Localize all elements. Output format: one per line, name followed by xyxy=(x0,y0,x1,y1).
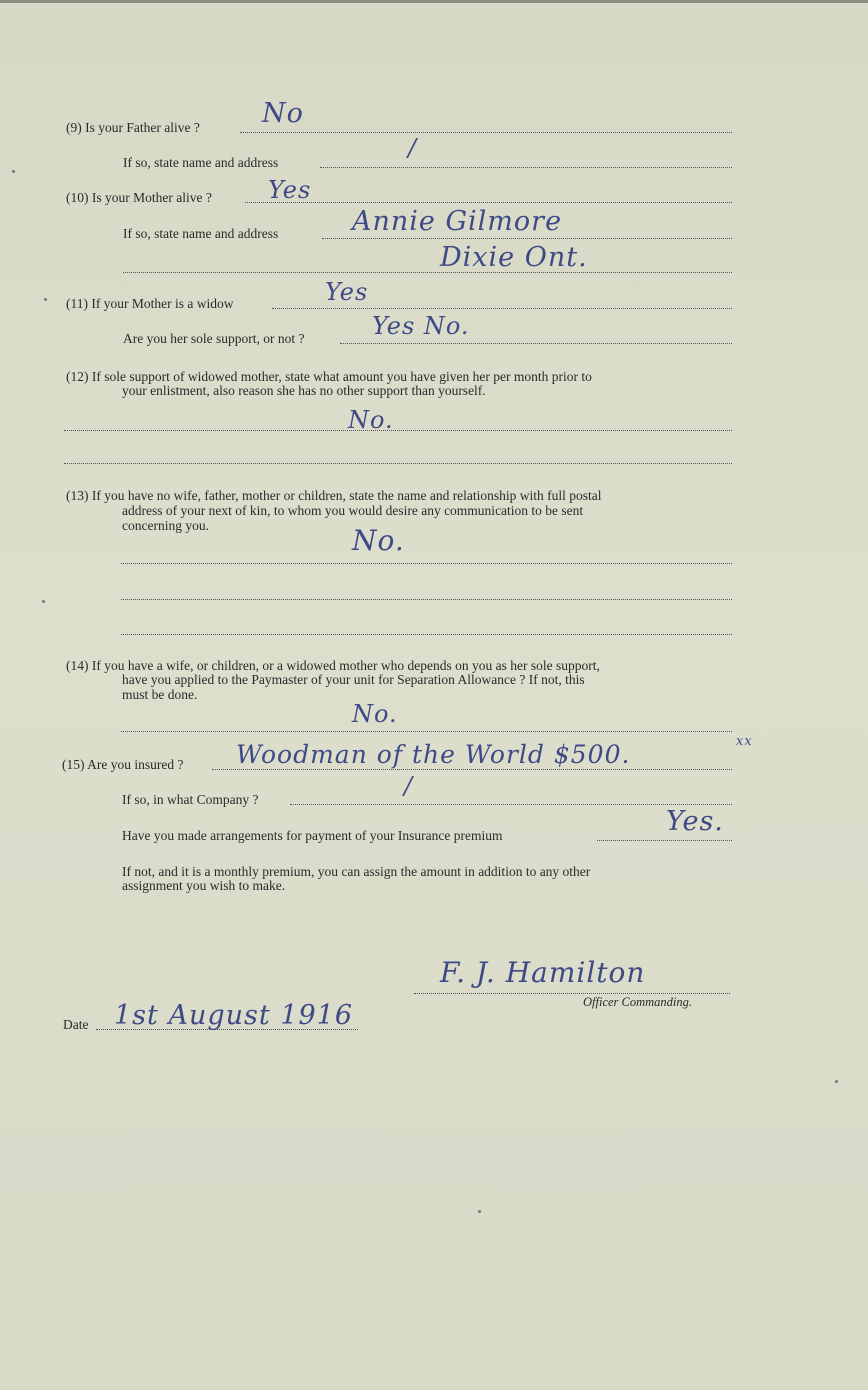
q13-answer-line-1 xyxy=(121,563,732,564)
q9-answer: No xyxy=(262,98,304,129)
date-value: 1st August 1916 xyxy=(114,1000,354,1031)
q10-address-handwritten-1: Annie Gilmore xyxy=(352,206,563,237)
q9-label: (9) Is your Father alive ? xyxy=(66,120,200,135)
q10-label: (10) Is your Mother alive ? xyxy=(66,190,212,205)
q14-line-1: (14) If you have a wife, or children, or a widowed mother who depends on you as her sole support, xyxy=(66,658,600,673)
q10-address-line-1 xyxy=(322,238,732,239)
q13-line-2: address of your next of kin, to whom you would desire any communication to be sent xyxy=(122,503,584,518)
q15-answer-mark: xx xyxy=(736,734,753,749)
q9-answer-line xyxy=(240,132,732,133)
q11-answer: Yes xyxy=(325,278,369,306)
q14-line-3: must be done. xyxy=(122,687,198,702)
q15-answer: Woodman of the World $500. xyxy=(236,740,631,769)
q14-answer: No. xyxy=(352,700,398,728)
q11-sub-answer-line xyxy=(340,343,732,344)
officer-title: Officer Commanding. xyxy=(583,995,693,1009)
q11-label: (11) If your Mother is a widow xyxy=(66,296,234,311)
q14-answer-line xyxy=(121,731,732,732)
q15-note-line-1: If not, and it is a monthly premium, you can assign the amount in addition to any other xyxy=(122,864,591,879)
q13-answer-line-3 xyxy=(121,634,732,635)
q13-text xyxy=(66,488,732,503)
q12-text xyxy=(66,369,732,384)
q15-note xyxy=(122,864,732,879)
q11-sub-label: Are you her sole support, or not ? xyxy=(123,331,305,346)
q13-line-3: concerning you. xyxy=(122,518,209,533)
q12-line-1: (12) If sole support of widowed mother, state what amount you have given her per month prior to xyxy=(66,369,592,384)
paper-speck xyxy=(12,170,15,173)
q14-text-cont xyxy=(122,672,732,687)
signature-line xyxy=(414,993,730,994)
q10-address-handwritten-2: Dixie Ont. xyxy=(440,242,588,273)
q10-answer: Yes xyxy=(268,176,312,204)
officer-signature: F. J. Hamilton xyxy=(440,956,646,989)
paper-speck xyxy=(835,1080,838,1083)
q11-answer-line xyxy=(272,308,732,309)
q9-sub-answer-line xyxy=(320,167,732,168)
q15-answer-line xyxy=(212,769,732,770)
q13-text-cont xyxy=(122,503,732,518)
q13-answer: No. xyxy=(352,524,405,557)
q13-line-1: (13) If you have no wife, father, mother or children, state the name and relationship with full postal xyxy=(66,488,602,503)
paper-speck xyxy=(44,298,47,301)
q15-premium-label: Have you made arrangements for payment of your Insurance premium xyxy=(122,828,503,843)
q15-company-label: If so, in what Company ? xyxy=(122,792,259,807)
q10-sub-label: If so, state name and address xyxy=(123,226,279,241)
q13-answer-line-2 xyxy=(121,599,732,600)
q15-premium-answer: Yes. xyxy=(666,806,724,837)
q12-line-2: your enlistment, also reason she has no other support than yourself. xyxy=(122,383,486,398)
paper-speck xyxy=(42,600,45,603)
q14-line-2: have you applied to the Paymaster of your unit for Separation Allowance ? If not, this xyxy=(122,672,585,687)
date-label: Date xyxy=(63,1017,89,1032)
q9-sub-answer: / xyxy=(408,134,418,162)
q14-text xyxy=(66,658,732,673)
q15-note-line-2: assignment you wish to make. xyxy=(122,878,286,893)
q11-sub-answer: Yes No. xyxy=(372,312,470,340)
q15-label: (15) Are you insured ? xyxy=(62,757,184,772)
q12-answer: No. xyxy=(348,406,394,434)
paper-speck xyxy=(478,1210,481,1213)
q15-company-line xyxy=(290,804,732,805)
q12-answer-line-1 xyxy=(64,430,732,431)
q9-sub-label: If so, state name and address xyxy=(123,155,279,170)
page-top-edge xyxy=(0,0,868,3)
q10-answer-line xyxy=(245,202,732,203)
q15-premium-line xyxy=(597,840,732,841)
q10-address-line-2 xyxy=(123,272,732,273)
q15-company-answer: / xyxy=(404,772,414,800)
q12-answer-line-2 xyxy=(64,463,732,464)
